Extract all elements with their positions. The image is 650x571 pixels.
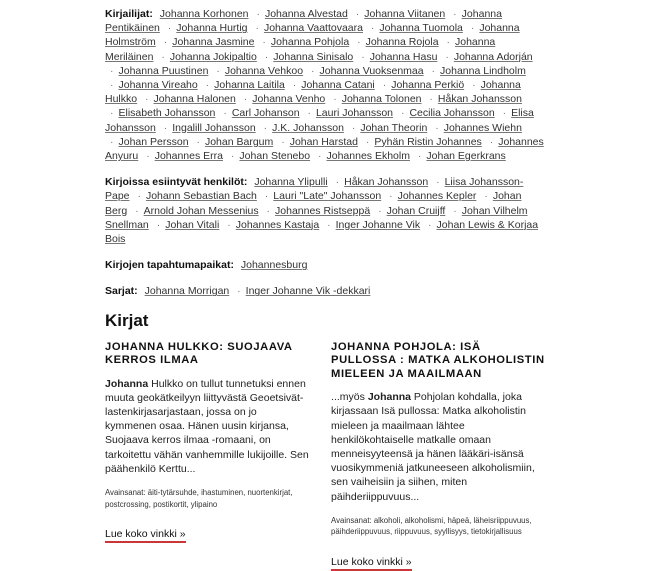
book-title[interactable]: JOHANNA POHJOLA: ISÄ PULLOSSA : MATKA ALKOHOLISTIN MIELEEN JA MAAILMAAN (331, 340, 545, 380)
author-link[interactable]: Johanna Halonen (153, 93, 236, 106)
author-link[interactable]: Johanna Venho (252, 93, 326, 106)
series-label: Sarjat: (105, 285, 138, 298)
separator: · (428, 218, 432, 231)
author-link[interactable]: Johanna Laitila (214, 79, 285, 92)
separator: · (205, 79, 210, 92)
author-link[interactable]: Johanna Sinisalo (273, 50, 354, 63)
book-keywords: Avainsanat: äiti-tytärsuhde, ihastuminen, nuortenkirjat, postcrossing, postikortit, ylipaino (105, 488, 293, 509)
character-link[interactable]: Håkan Johansson (344, 176, 429, 189)
author-link[interactable]: Johanna Alvestad (264, 8, 348, 20)
book-card (331, 341, 545, 570)
separator: · (161, 50, 165, 63)
series-group (105, 284, 545, 298)
separator: · (167, 22, 172, 35)
separator: · (230, 150, 235, 163)
separator: · (216, 64, 220, 77)
separator: · (400, 107, 405, 120)
separator: · (223, 107, 227, 120)
author-link[interactable]: Johan Persson (118, 135, 189, 148)
separator: · (237, 285, 241, 298)
separator: · (137, 190, 141, 203)
character-link[interactable]: Johannes Kastaja (235, 218, 320, 231)
places-label: Kirjojen tapahtumapaikat: (105, 259, 234, 272)
separator: · (327, 218, 331, 231)
author-link[interactable]: Johan Bargum (204, 135, 274, 148)
separator: · (382, 79, 387, 92)
separator: · (263, 121, 268, 134)
author-link[interactable]: Carl Johanson (231, 107, 300, 120)
place-link[interactable]: Johannesburg (240, 259, 308, 272)
separator: · (361, 50, 365, 63)
separator: · (311, 64, 315, 77)
author-link[interactable]: Johanna Hurtig (176, 22, 248, 35)
author-link[interactable]: Johanna Vuoksenmaa (319, 64, 424, 77)
separator: · (163, 121, 168, 134)
separator: · (110, 135, 114, 148)
excerpt-highlight: Johanna (367, 391, 411, 404)
series-link[interactable]: Johanna Morrigan (144, 285, 230, 298)
excerpt-pre: ...myös (331, 391, 368, 404)
character-link[interactable]: Johan Lewis & Korjaa Bois (105, 218, 539, 246)
author-link[interactable]: Johanna Vireaho (118, 79, 198, 92)
separator: · (431, 64, 436, 77)
character-link[interactable]: Johannes Ristseppä (275, 204, 371, 217)
author-link[interactable]: Johanna Jasmine (172, 36, 255, 49)
author-link[interactable]: Johanna Holmström (105, 22, 520, 49)
author-link[interactable]: Johanna Tuomola (379, 22, 463, 35)
character-link[interactable]: Johan Berg (105, 190, 522, 217)
places-group (105, 258, 545, 272)
separator: · (453, 8, 457, 20)
character-link[interactable]: Lauri "Late" Johansson (273, 190, 382, 203)
author-link[interactable]: Johannes Erra (154, 150, 223, 163)
author-link[interactable]: Johanna Rojola (365, 36, 439, 49)
author-link[interactable]: Elisabeth Johansson (118, 107, 216, 120)
separator: · (156, 218, 161, 231)
author-link[interactable]: Johanna Adorján (453, 50, 533, 63)
separator: · (264, 50, 269, 63)
author-link[interactable]: Johan Stenebo (239, 150, 311, 163)
author-link[interactable]: Ingalill Johansson (172, 121, 256, 134)
character-link[interactable]: Johan Cruijff (386, 204, 446, 217)
separator: · (146, 150, 150, 163)
separator: · (365, 135, 370, 148)
separator: · (110, 64, 114, 77)
separator: · (333, 93, 337, 106)
separator: · (472, 79, 476, 92)
author-link[interactable]: Johanna Vehkoo (224, 64, 304, 77)
separator: · (307, 107, 311, 120)
separator: · (470, 22, 475, 35)
separator: · (389, 190, 393, 203)
separator: · (255, 22, 259, 35)
author-link[interactable]: Johanna Tolonen (341, 93, 422, 106)
excerpt-highlight: Johanna (105, 377, 149, 390)
section-title: Kirjat (105, 310, 149, 330)
separator: · (110, 79, 114, 92)
separator: · (264, 190, 269, 203)
separator: · (453, 204, 457, 217)
author-link[interactable]: Johan Theorin (360, 121, 428, 134)
book-excerpt (105, 377, 309, 476)
author-link[interactable]: Johanna Hasu (369, 50, 438, 63)
author-link[interactable]: Johanna Catani (301, 79, 375, 92)
author-link[interactable]: Cecilia Johansson (409, 107, 495, 120)
book-keywords: Avainsanat: alkoholi, alkoholismi, häpeä, läheisriippuvuus, päihderiippuvuus, riippuvuus, syyllisyys, tietokirjallisuus (331, 515, 532, 537)
character-link[interactable]: Johann Sebastian Bach (145, 190, 257, 203)
author-link[interactable]: Pyhän Ristin Johannes (374, 135, 482, 148)
author-link[interactable]: Håkan Johansson (437, 93, 522, 106)
read-more-link[interactable]: Lue koko vinkki » (105, 528, 186, 543)
book-excerpt (331, 390, 545, 504)
author-link[interactable]: Johanna Vaattovaara (263, 22, 363, 35)
separator: · (196, 135, 200, 148)
character-link[interactable]: Arnold Johan Messenius (143, 204, 259, 217)
separator: · (489, 135, 494, 148)
author-link[interactable]: Johanna Puustinen (118, 64, 209, 77)
separator: · (335, 176, 340, 189)
author-link[interactable]: Johanna Perkiö (391, 79, 465, 92)
separator: · (429, 93, 433, 106)
author-link[interactable]: Johanna Korhonen (159, 8, 249, 20)
separator: · (262, 36, 266, 49)
separator: · (266, 204, 271, 217)
book-cards (105, 341, 545, 570)
author-link[interactable]: Johannes Ekholm (326, 150, 410, 163)
author-link[interactable]: Johannes Wiehn (443, 121, 522, 134)
separator: · (357, 36, 361, 49)
character-link[interactable]: Johannes Kepler (397, 190, 477, 203)
separator: · (370, 22, 375, 35)
separator: · (163, 36, 168, 49)
author-link[interactable]: Johanna Lindholm (440, 64, 526, 77)
separator: · (436, 176, 440, 189)
authors-label: Kirjailijat: (105, 8, 153, 20)
characters-label: Kirjoissa esiintyvät henkilöt: (105, 176, 248, 189)
author-link[interactable]: Johanna Meriläinen (105, 36, 496, 63)
separator: · (110, 107, 114, 120)
character-link[interactable]: Johanna Ylipulli (254, 176, 328, 189)
separator: · (435, 121, 439, 134)
separator: · (281, 135, 285, 148)
separator: · (378, 204, 382, 217)
separator: · (351, 121, 356, 134)
character-link[interactable]: Liisa Johansson-Pape (105, 176, 524, 203)
authors-group (105, 7, 545, 163)
character-link[interactable]: Johan Vitali (165, 218, 220, 231)
separator: · (145, 93, 149, 106)
separator: · (445, 50, 449, 63)
separator: · (292, 79, 297, 92)
separator: · (243, 93, 248, 106)
author-link[interactable]: Lauri Johansson (315, 107, 394, 120)
separator: · (256, 8, 260, 20)
author-link[interactable]: Johanna Jokipaltio (169, 50, 257, 63)
separator: · (227, 218, 231, 231)
author-link[interactable]: Johanna Viitanen (364, 8, 446, 20)
book-card (105, 341, 309, 570)
separator: · (502, 107, 507, 120)
author-link[interactable]: Johannes Anyuru (105, 135, 544, 163)
read-more-link[interactable]: Lue koko vinkki » (331, 556, 412, 571)
author-link[interactable]: Johanna Hulkko (105, 79, 521, 106)
author-link[interactable]: Johan Harstad (289, 135, 358, 148)
separator: · (417, 150, 422, 163)
content (105, 7, 545, 570)
author-link[interactable]: Johan Egerkrans (426, 150, 506, 163)
separator: · (355, 8, 360, 20)
excerpt-text: Pohjolan kohdalla, joka kirjassaan Isä pullossa: Matka alkoholistin mieleen ja maailmaan lähtee henkilökohtaiselle matkalle omaan menneisyyteensä ja hänen lääkäri-isänsä vuosikymmeniä jatkuneeseen alkoholismiin, sen vaiheisiin ja siihen, miten päihderiippuvuus... (331, 391, 535, 503)
series-link[interactable]: Inger Johanne Vik -dekkari (245, 285, 371, 298)
author-link[interactable]: Elisa Johansson (105, 107, 534, 134)
author-link[interactable]: Johanna Pentikäinen (105, 8, 502, 35)
book-title[interactable]: JOHANNA HULKKO: SUOJAAVA KERROS ILMAA (105, 340, 293, 367)
author-link[interactable]: J.K. Johansson (272, 121, 344, 134)
character-link[interactable]: Johan Vilhelm Snellman (105, 204, 528, 231)
separator: · (484, 190, 488, 203)
separator: · (135, 204, 139, 217)
author-link[interactable]: Johanna Pohjola (270, 36, 350, 49)
excerpt-text: Hulkko on tullut tunnetuksi ennen muuta geokätkeilyyn liittyvästä Geoetsivät-lastenkirjasarjastaan, jossa on jo kymmenen osaa. Hänen uusin kirjansa, Suojaava kerros ilmaa -romaani, on tarkoitettu vähän vanhemmille lukijoille. Sen päähenkilö Kerttu... (105, 377, 309, 475)
characters-group (105, 175, 545, 246)
separator: · (446, 36, 450, 49)
separator: · (318, 150, 322, 163)
character-link[interactable]: Inger Johanne Vik (335, 218, 421, 231)
